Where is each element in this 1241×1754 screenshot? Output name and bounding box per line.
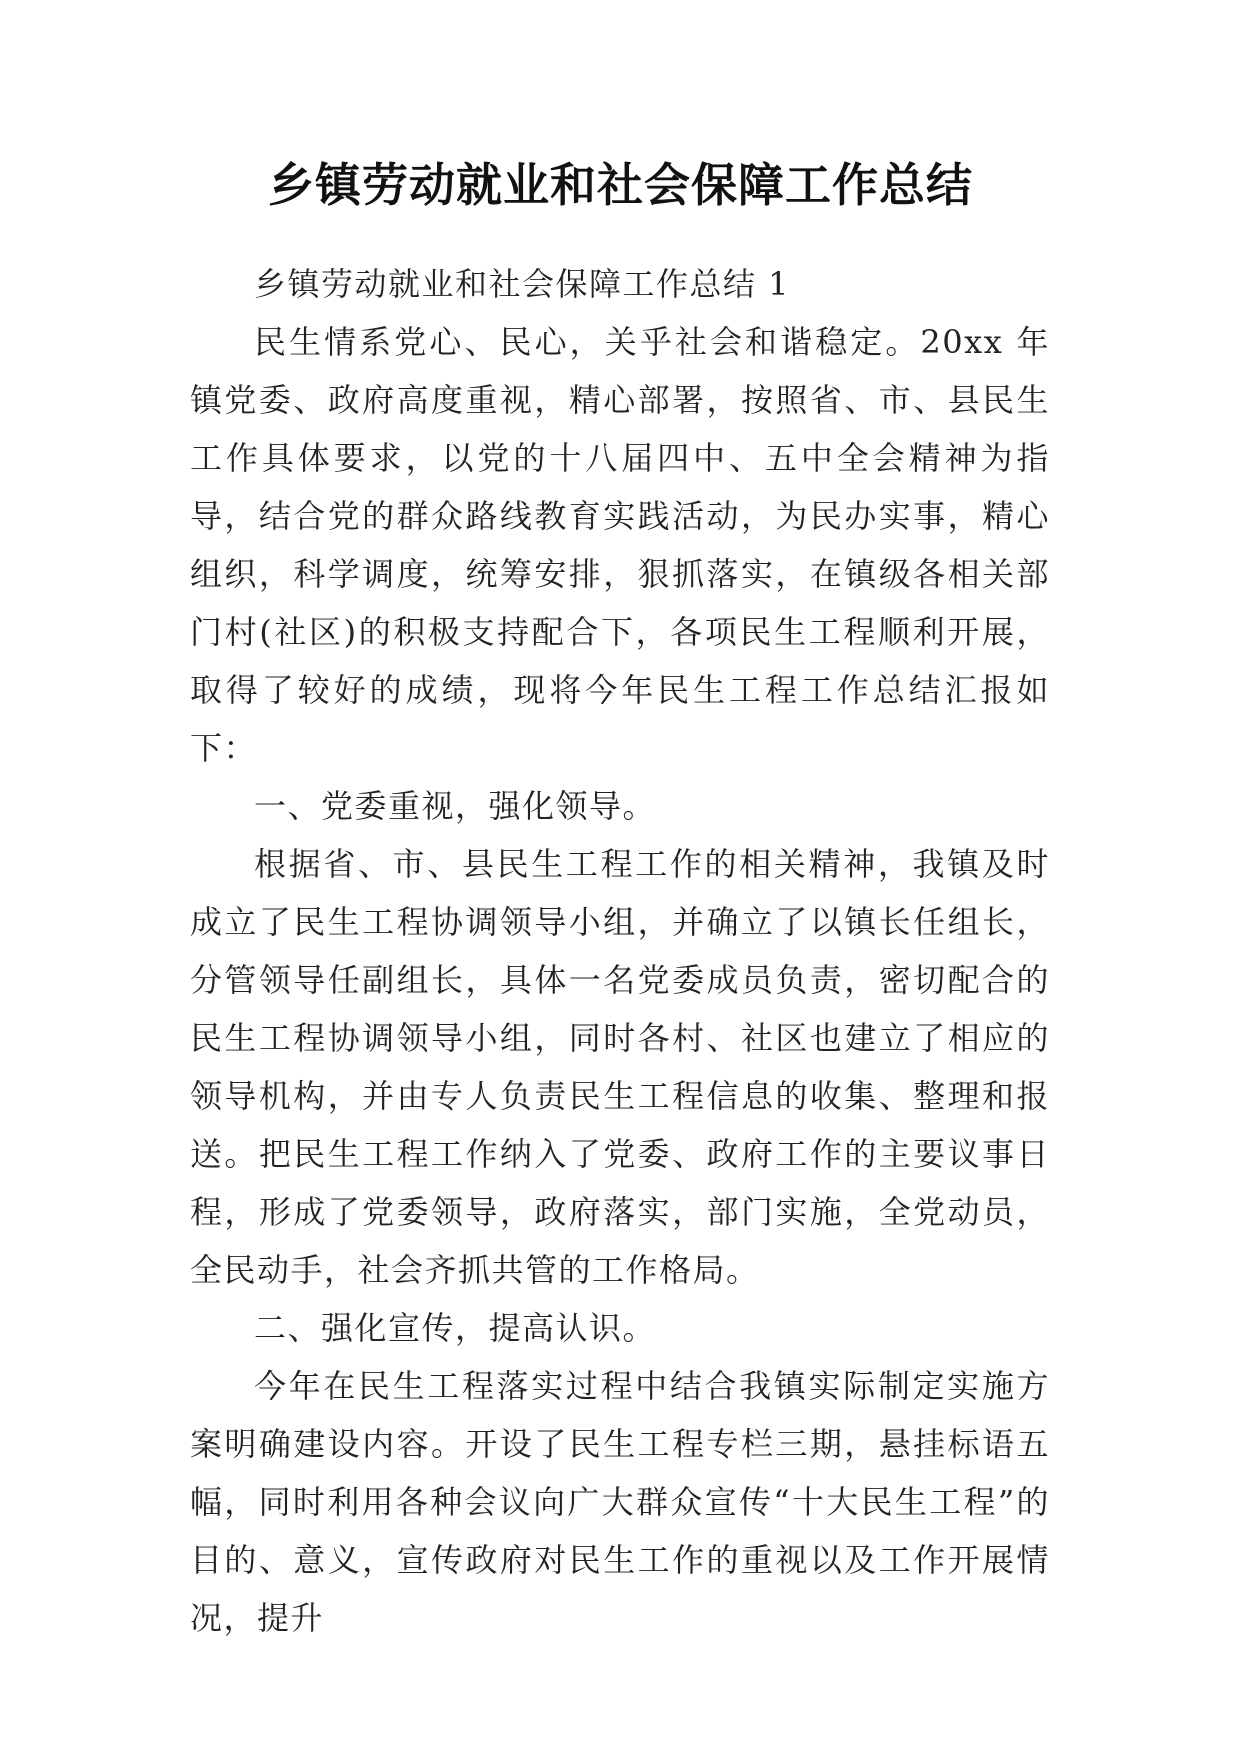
section-heading-2: 二、强化宣传，提高认识。 [254, 1309, 657, 1347]
section-1-paragraph: 根据省、市、县民生工程工作的相关精神，我镇及时成立了民生工程协调领导小组，并确立了以镇长任组长，分管领导任副组长，具体一名党委成员负责，密切配合的民生工程协调领导小组，同时各村、社区也建立了相应的领导机构，并由专人负责民生工程信息的收集、整理和报送。把民生工程工作纳入了党委、政府工作的主要议事日程，形成了党委领导，政府落实，部门实施，全党动员，全民动手，社会齐抓共管的工作格局。 [190, 845, 1050, 1289]
section-2-paragraph: 今年在民生工程落实过程中结合我镇实际制定实施方案明确建设内容。开设了民生工程专栏三期，悬挂标语五幅，同时利用各种会议向广大群众宣传“十大民生工程”的目的、意义，宣传政府对民生工作的重视以及工作开展情况，提升 [190, 1367, 1050, 1637]
intro-paragraph: 民生情系党心、民心，关乎社会和谐稳定。20xx 年镇党委、政府高度重视，精心部署，按照省、市、县民生工作具体要求，以党的十八届四中、五中全会精神为指导，结合党的群众路线教育实践活动，为民办实事，精心组织，科学调度，统筹安排，狠抓落实，在镇级各相关部门村(社区)的积极支持配合下，各项民生工程顺利开展，取得了较好的成绩，现将今年民生工程工作总结汇报如下： [190, 323, 1050, 767]
subtitle-paragraph: 乡镇劳动就业和社会保障工作总结 1 [254, 265, 791, 303]
document-body [190, 255, 1050, 1647]
section-heading-1: 一、党委重视，强化领导。 [254, 787, 657, 825]
document-title: 乡镇劳动就业和社会保障工作总结 [268, 158, 973, 212]
